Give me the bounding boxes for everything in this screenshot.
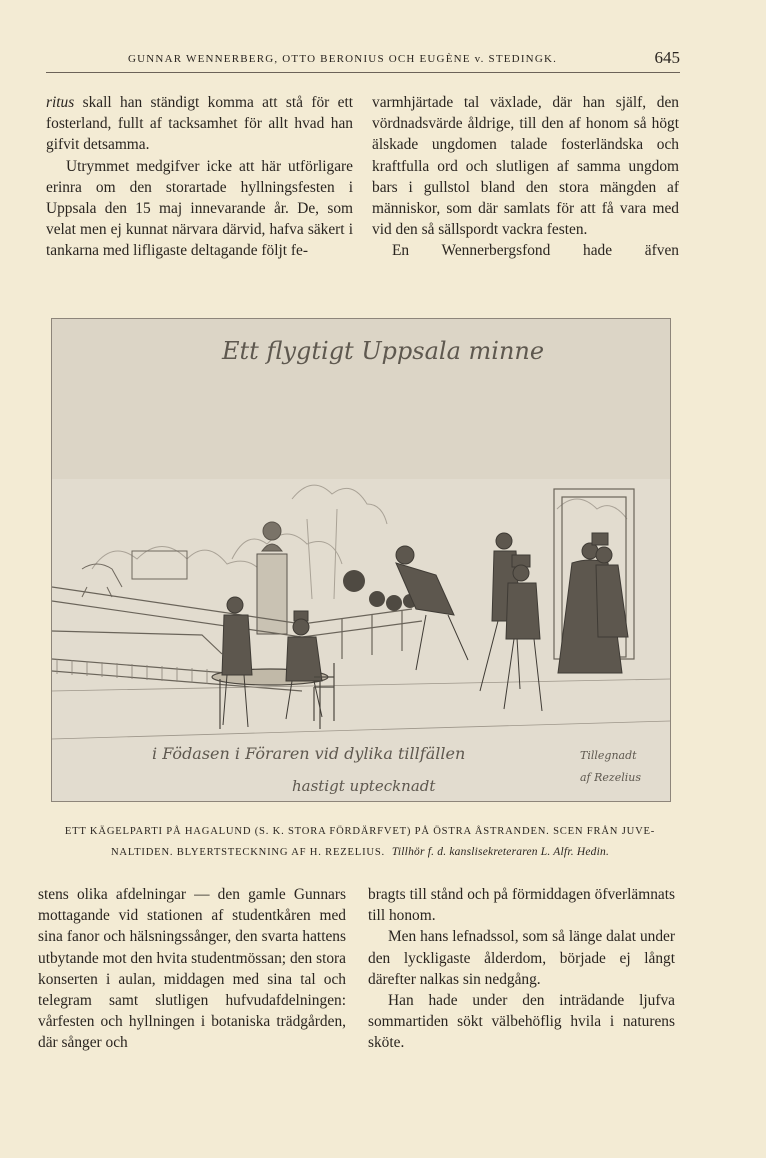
text-column-bottom-left (38, 884, 346, 1054)
paragraph: stens olika afdelningar — den gamle Gunnars mottagande vid stationen af studentkåren med sina fanor och hälsningssånger, den svarta hattens utbytande mot den hvita studentmössan; den stora konserten i aulan, middagen med sina tal och telegram samt slutligen hufvudafdelningen: vårfesten och hyllningen i botaniska trädgården, där sånger och (38, 886, 346, 1052)
handwritten-signature: af Rezelius (580, 771, 641, 784)
handwritten-note-line2: hastigt uptecknadt (292, 777, 436, 795)
paragraph: varmhjärtade tal växlade, där han själf, den vördnadsvärde åldrige, till den af honom så högt älskade ungdomen talade fosterländska och kraftfulla ord och slutligen af samma ungdom bars i gullstol bland den stora mängden af människor, som där samlats för att få vara med vid den så sällspordt vackra festen. (372, 94, 679, 239)
paragraph: Han hade under den inträdande ljufva sommartiden sökt välbehöflig hvila i naturens sköte. (368, 992, 675, 1052)
handwritten-dedication: Tillegnadt (580, 749, 637, 762)
figure-caption (40, 822, 680, 863)
paragraph-text: skall han ständigt komma att stå för ett fosterland, fullt af tacksamhet för allt hvad han gifvit detsamma. (46, 94, 353, 154)
paragraph: Men hans lefnadssol, som så länge dalat under den lyckligaste ålderdom, började ej långt därefter nalkas sin nedgång. (368, 928, 675, 988)
paragraph (46, 92, 353, 156)
pencil-sketch-illustration (51, 318, 671, 802)
sketch-drawing (52, 319, 670, 801)
caption-line (40, 842, 680, 863)
caption-attribution: Tillhör f. d. kanslisekreteraren L. Alfr. Hedin. (391, 846, 610, 858)
page-number: 645 (654, 48, 680, 67)
caption-line: ETT KÄGELPARTI PÅ HAGALUND (S. K. STORA FÖRDÄRFVET) PÅ ÖSTRA ÅSTRANDEN. SCEN FRÅN JUVE- (64, 826, 656, 837)
handwritten-note-line1: i Födasen i Föraren vid dylika tillfällen (152, 744, 466, 763)
paragraph: En Wennerbergsfond hade äfven (392, 242, 679, 260)
text-column-top-right (372, 92, 679, 262)
running-head-text: GUNNAR WENNERBERG, OTTO BERONIUS OCH EUGÈNE v. STEDINGK. (128, 53, 558, 65)
paragraph: Utrymmet medgifver icke att här utförligare erinra om den storartade hyllningsfesten i Uppsala den 15 maj innevarande år. De, som velat men ej kunnat närvara därvid, hafva säkert i tankarna med lifligaste deltagande följt fe- (46, 157, 353, 260)
text-column-top-left (46, 92, 353, 262)
running-header (46, 50, 680, 73)
italic-word: ritus (46, 94, 75, 111)
paragraph: bragts till stånd och på förmiddagen öfverlämnats till honom. (368, 886, 675, 925)
handwritten-title: Ett flygtigt Uppsala minne (222, 337, 545, 365)
caption-text: NALTIDEN. BLYERTSTECKNING AF H. REZELIUS. (110, 847, 386, 858)
text-column-bottom-right (368, 884, 675, 1054)
